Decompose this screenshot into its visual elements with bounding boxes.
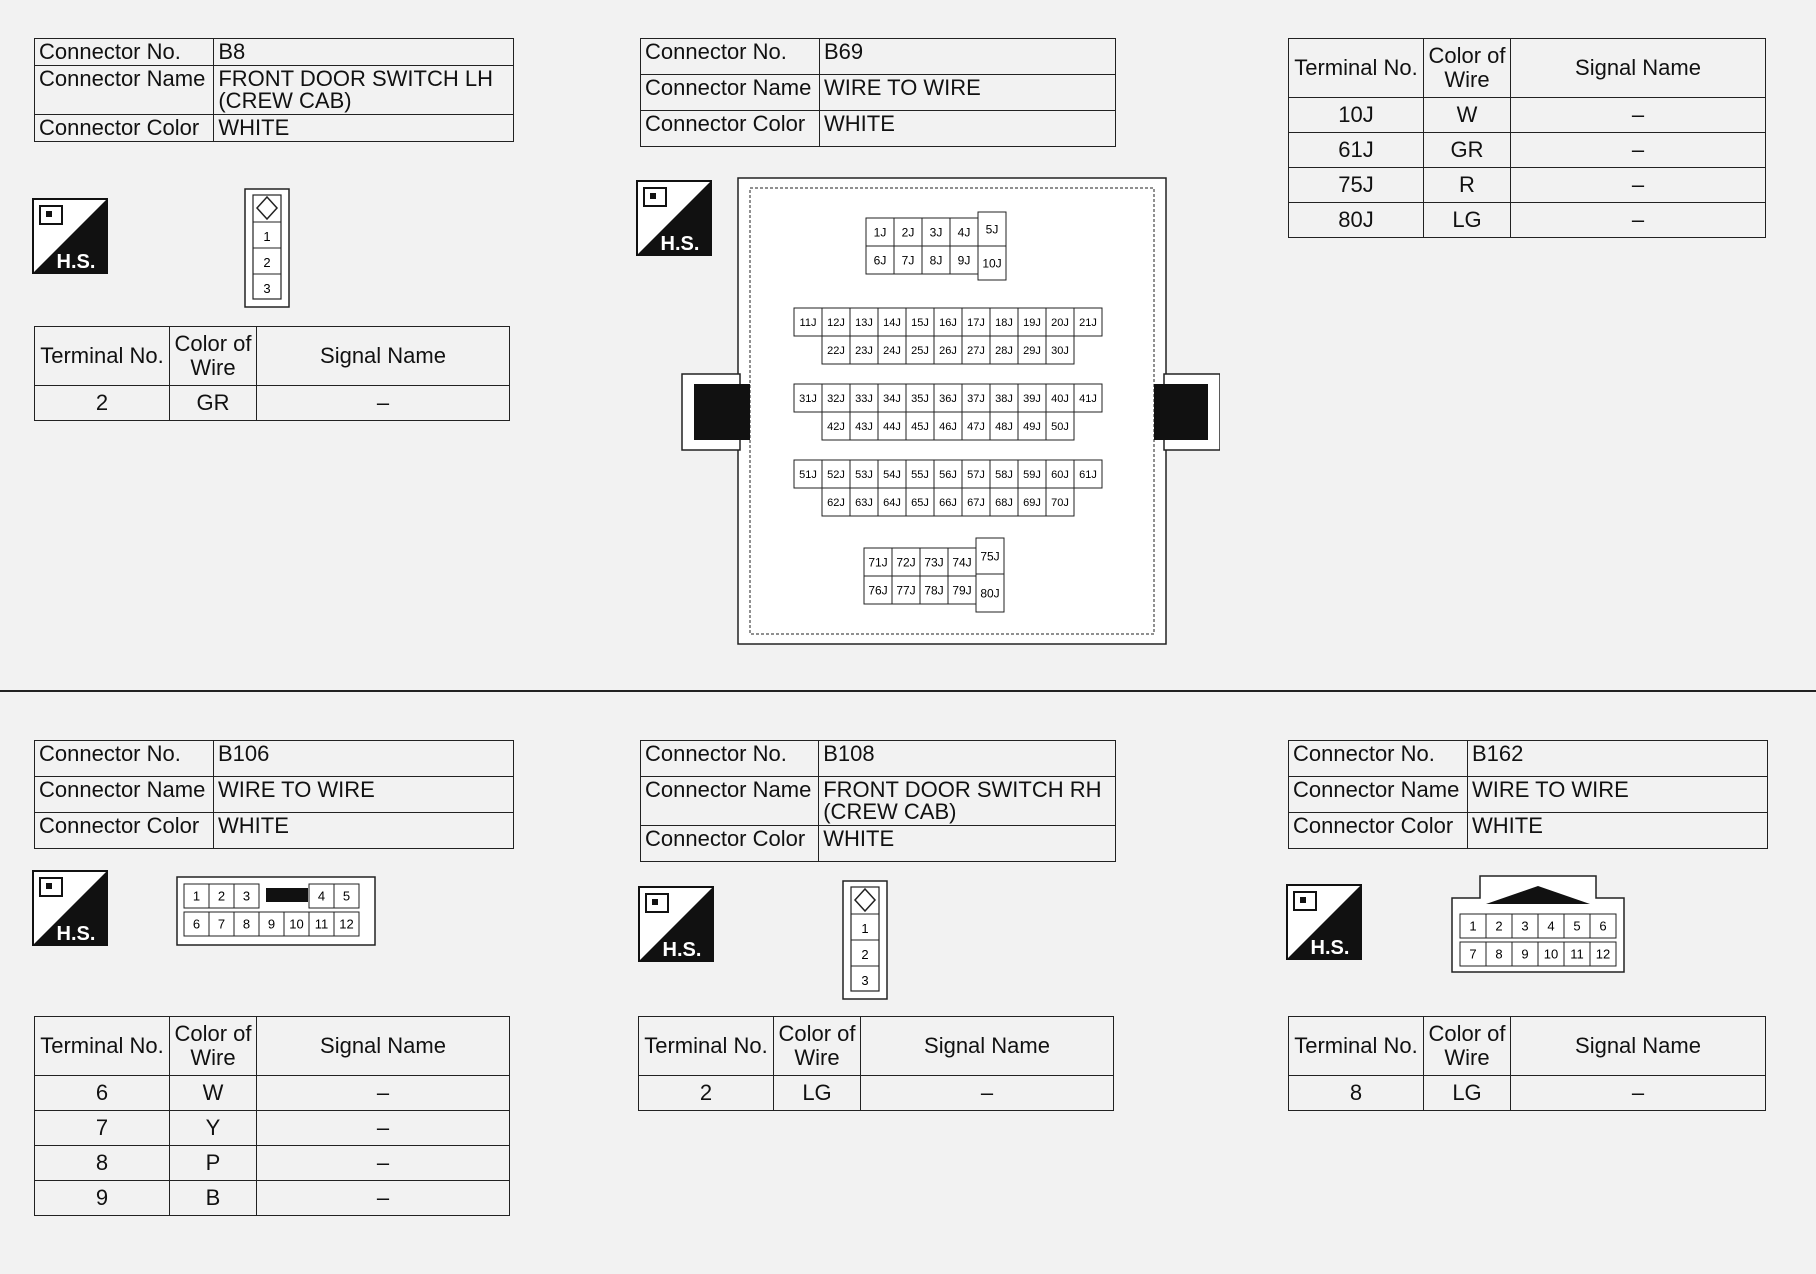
table-row [35, 1146, 510, 1181]
pin-label: 12J [827, 316, 845, 329]
header-color-of-wire: Color of Wire [170, 327, 257, 386]
table-row [35, 1111, 510, 1146]
table-row [1289, 133, 1766, 168]
pin-label: 64J [883, 496, 901, 509]
signal-name: – [1511, 1076, 1766, 1111]
b8-info-table [34, 38, 514, 142]
pin-label: 7 [217, 916, 226, 932]
pin-label: 52J [827, 468, 845, 481]
b162-info-table [1288, 740, 1768, 849]
signal-name: – [257, 1111, 510, 1146]
wire-color: GR [1424, 133, 1511, 168]
pin-label: 11 [1570, 946, 1584, 962]
b108-connector-face [842, 880, 888, 1000]
pin-label: 57J [967, 468, 985, 481]
label-connector-name: Connector Name [1289, 777, 1468, 813]
pin-label: 8 [1495, 946, 1503, 962]
pin-label: 30J [1051, 344, 1069, 357]
pin-3: 3 [861, 973, 869, 988]
pin-label: 80J [980, 586, 1000, 601]
table-row [35, 386, 510, 421]
pin-label: 53J [855, 468, 873, 481]
label-connector-color: Connector Color [35, 115, 214, 142]
hs-label: H.S. [662, 939, 702, 961]
header-signal-name: Signal Name [257, 327, 510, 386]
left-lock-tab [694, 384, 750, 440]
pin-label: 66J [939, 496, 957, 509]
connector-color-value: WHITE [1468, 813, 1768, 849]
table-row [1289, 203, 1766, 238]
hs-label: H.S. [56, 251, 96, 273]
b8-terminal-table [34, 326, 510, 421]
signal-name: – [1511, 168, 1766, 203]
pin-label: 19J [1023, 316, 1041, 329]
pin-label: 39J [1023, 392, 1041, 405]
header-signal-name: Signal Name [1511, 39, 1766, 98]
terminal-no: 80J [1289, 203, 1424, 238]
pin-label: 79J [952, 583, 972, 598]
terminal-no: 8 [1289, 1076, 1424, 1111]
pin-label: 6J [873, 253, 887, 268]
section-divider [0, 690, 1816, 692]
pin-label: 63J [855, 496, 873, 509]
pin-label: 77J [896, 583, 916, 598]
pin-label: 56J [939, 468, 957, 481]
pin-label: 5 [1573, 918, 1581, 934]
terminal-no: 61J [1289, 133, 1424, 168]
label-connector-no: Connector No. [35, 741, 214, 777]
pin-label: 20J [1051, 316, 1069, 329]
label-connector-no: Connector No. [641, 741, 819, 777]
pin-1: 1 [861, 921, 869, 936]
label-connector-name: Connector Name [35, 777, 214, 813]
b106-info-table [34, 740, 514, 849]
connector-no-value: B162 [1468, 741, 1768, 777]
pin-label: 8 [242, 916, 251, 932]
signal-name: – [1511, 203, 1766, 238]
pin-label: 71J [868, 555, 888, 570]
header-signal-name: Signal Name [861, 1017, 1114, 1076]
pin-label: 23J [855, 344, 873, 357]
terminal-no: 9 [35, 1181, 170, 1216]
header-signal-name: Signal Name [257, 1017, 510, 1076]
pin-label: 47J [967, 420, 985, 433]
pin-label: 76J [868, 583, 888, 598]
wire-color: LG [774, 1076, 861, 1111]
table-row [639, 1076, 1114, 1111]
pin-label: 6 [192, 916, 201, 932]
pin-label: 12 [339, 916, 354, 932]
pin-label: 58J [995, 468, 1013, 481]
pin-label: 51J [799, 468, 817, 481]
b106-connector-face [176, 876, 376, 946]
label-connector-no: Connector No. [1289, 741, 1468, 777]
pin-label: 67J [967, 496, 985, 509]
label-connector-no: Connector No. [35, 39, 214, 66]
pin-label: 11J [799, 316, 817, 329]
pin-label: 18J [995, 316, 1013, 329]
connector-name-value: FRONT DOOR SWITCH LH (CREW CAB) [214, 66, 514, 115]
pin-label: 31J [799, 392, 817, 405]
pin-label: 69J [1023, 496, 1041, 509]
pin-3: 3 [263, 281, 271, 296]
pin-label: 4 [1547, 918, 1555, 934]
connector-color-value: WHITE [820, 111, 1116, 147]
pin-label: 61J [1079, 468, 1097, 481]
pin-label: 28J [995, 344, 1013, 357]
terminal-no: 6 [35, 1076, 170, 1111]
pin-label: 50J [1051, 420, 1069, 433]
connector-no-value: B106 [214, 741, 514, 777]
pin-label: 72J [896, 555, 916, 570]
b69-info-table [640, 38, 1116, 147]
pin-label: 75J [980, 549, 1000, 564]
pin-2: 2 [263, 255, 271, 270]
b162-connector-face [1450, 874, 1626, 974]
pin-label: 54J [883, 468, 901, 481]
hs-harness-side-icon [1286, 884, 1362, 960]
pin-label: 34J [883, 392, 901, 405]
pin-label: 7 [1469, 946, 1477, 962]
label-connector-color: Connector Color [641, 111, 820, 147]
label-connector-name: Connector Name [641, 777, 819, 826]
connector-name-value: WIRE TO WIRE [1468, 777, 1768, 813]
pin-label: 16J [939, 316, 957, 329]
pin-label: 41J [1079, 392, 1097, 405]
wire-color: R [1424, 168, 1511, 203]
connector-no-value: B8 [214, 39, 514, 66]
pin-label: 78J [924, 583, 944, 598]
terminal-no: 7 [35, 1111, 170, 1146]
pin-label: 11 [314, 916, 329, 932]
pin-label: 2 [217, 888, 226, 904]
pin-label: 45J [911, 420, 929, 433]
pin-label: 65J [911, 496, 929, 509]
pin-label: 10 [289, 916, 304, 932]
hs-harness-side-icon [32, 198, 108, 274]
label-connector-name: Connector Name [35, 66, 214, 115]
pin-label: 3 [242, 888, 251, 904]
header-color-of-wire: Color of Wire [774, 1017, 861, 1076]
table-row [35, 1076, 510, 1111]
wire-color: B [170, 1181, 257, 1216]
pin-label: 15J [911, 316, 929, 329]
pin-label: 14J [883, 316, 901, 329]
pin-label: 60J [1051, 468, 1069, 481]
pin-label: 33J [855, 392, 873, 405]
connector-color-value: WHITE [819, 826, 1116, 862]
header-terminal-no: Terminal No. [1289, 39, 1424, 98]
table-row [1289, 168, 1766, 203]
lock-latch [266, 888, 308, 902]
hs-label: H.S. [56, 923, 96, 945]
pin-label: 35J [911, 392, 929, 405]
b162-terminal-table [1288, 1016, 1766, 1111]
pin-label: 44J [883, 420, 901, 433]
pin-label: 59J [1023, 468, 1041, 481]
b69-terminal-table [1288, 38, 1766, 238]
terminal-no: 2 [639, 1076, 774, 1111]
pin-label: 17J [967, 316, 985, 329]
signal-name: – [257, 1146, 510, 1181]
signal-name: – [257, 1181, 510, 1216]
b108-terminal-table [638, 1016, 1114, 1111]
signal-name: – [1511, 133, 1766, 168]
pin-label: 22J [827, 344, 845, 357]
pin-label: 70J [1051, 496, 1069, 509]
table-row [1289, 98, 1766, 133]
connector-no-value: B69 [820, 39, 1116, 75]
hs-label: H.S. [1310, 937, 1350, 959]
signal-name: – [257, 386, 510, 421]
pin-label: 55J [911, 468, 929, 481]
connector-name-value: FRONT DOOR SWITCH RH (CREW CAB) [819, 777, 1116, 826]
wire-color: W [1424, 98, 1511, 133]
pin-label: 48J [995, 420, 1013, 433]
connector-name-value: WIRE TO WIRE [820, 75, 1116, 111]
pin-label: 5J [985, 222, 999, 237]
label-connector-color: Connector Color [641, 826, 819, 862]
header-terminal-no: Terminal No. [1289, 1017, 1424, 1076]
pin-label: 42J [827, 420, 845, 433]
pin-label: 25J [911, 344, 929, 357]
label-connector-name: Connector Name [641, 75, 820, 111]
wire-color: W [170, 1076, 257, 1111]
wire-color: LG [1424, 203, 1511, 238]
pin-label: 49J [1023, 420, 1041, 433]
table-row [35, 1181, 510, 1216]
pin-label: 7J [901, 253, 915, 268]
pin-label: 36J [939, 392, 957, 405]
b8-connector-face [244, 188, 290, 308]
signal-name: – [1511, 98, 1766, 133]
pin-label: 2J [901, 225, 915, 240]
header-terminal-no: Terminal No. [35, 1017, 170, 1076]
pin-label: 6 [1599, 918, 1607, 934]
pin-label: 40J [1051, 392, 1069, 405]
pin-label: 9J [957, 253, 971, 268]
pin-label: 37J [967, 392, 985, 405]
pin-label: 43J [855, 420, 873, 433]
pin-label: 4J [957, 225, 971, 240]
pin-label: 3 [1521, 918, 1529, 934]
pin-label: 74J [952, 555, 972, 570]
pin-label: 8J [929, 253, 943, 268]
pin-label: 2 [1495, 918, 1503, 934]
header-color-of-wire: Color of Wire [170, 1017, 257, 1076]
b69-connector-face [680, 176, 1220, 648]
pin-label: 10 [1543, 946, 1559, 962]
pin-label: 68J [995, 496, 1013, 509]
pin-label: 27J [967, 344, 985, 357]
label-connector-color: Connector Color [35, 813, 214, 849]
right-lock-tab [1154, 384, 1208, 440]
pin-2: 2 [861, 947, 869, 962]
header-signal-name: Signal Name [1511, 1017, 1766, 1076]
b106-terminal-table [34, 1016, 510, 1216]
header-color-of-wire: Color of Wire [1424, 39, 1511, 98]
b108-info-table [640, 740, 1116, 862]
pin-label: 29J [1023, 344, 1041, 357]
pin-label: 9 [267, 916, 276, 932]
pin-label: 3J [929, 225, 943, 240]
pin-label: 1 [1469, 918, 1477, 934]
wire-color: Y [170, 1111, 257, 1146]
pin-label: 12 [1595, 946, 1611, 962]
pin-label: 73J [924, 555, 944, 570]
signal-name: – [257, 1076, 510, 1111]
pin-label: 24J [883, 344, 901, 357]
pin-label: 4 [317, 888, 326, 904]
hs-harness-side-icon [638, 886, 714, 962]
header-color-of-wire: Color of Wire [1424, 1017, 1511, 1076]
pin-label: 46J [939, 420, 957, 433]
pin-label: 38J [995, 392, 1013, 405]
terminal-no: 8 [35, 1146, 170, 1181]
wire-color: P [170, 1146, 257, 1181]
terminal-no: 10J [1289, 98, 1424, 133]
hs-harness-side-icon [32, 870, 108, 946]
pin-1: 1 [263, 229, 271, 244]
pin-label: 13J [855, 316, 873, 329]
pin-label: 1J [873, 225, 887, 240]
pin-label: 62J [827, 496, 845, 509]
label-connector-no: Connector No. [641, 39, 820, 75]
pin-label: 10J [982, 256, 1002, 271]
connector-no-value: B108 [819, 741, 1116, 777]
table-row [1289, 1076, 1766, 1111]
header-terminal-no: Terminal No. [35, 327, 170, 386]
hs-label: H.S. [660, 233, 700, 255]
terminal-no: 75J [1289, 168, 1424, 203]
pin-label: 9 [1521, 946, 1529, 962]
pin-label: 21J [1079, 316, 1097, 329]
pin-label: 5 [342, 888, 351, 904]
wire-color: LG [1424, 1076, 1511, 1111]
header-terminal-no: Terminal No. [639, 1017, 774, 1076]
wire-color: GR [170, 386, 257, 421]
connector-color-value: WHITE [214, 813, 514, 849]
signal-name: – [861, 1076, 1114, 1111]
pin-label: 32J [827, 392, 845, 405]
connector-name-value: WIRE TO WIRE [214, 777, 514, 813]
label-connector-color: Connector Color [1289, 813, 1468, 849]
pin-label: 26J [939, 344, 957, 357]
pin-label: 1 [192, 888, 201, 904]
terminal-no: 2 [35, 386, 170, 421]
connector-color-value: WHITE [214, 115, 514, 142]
